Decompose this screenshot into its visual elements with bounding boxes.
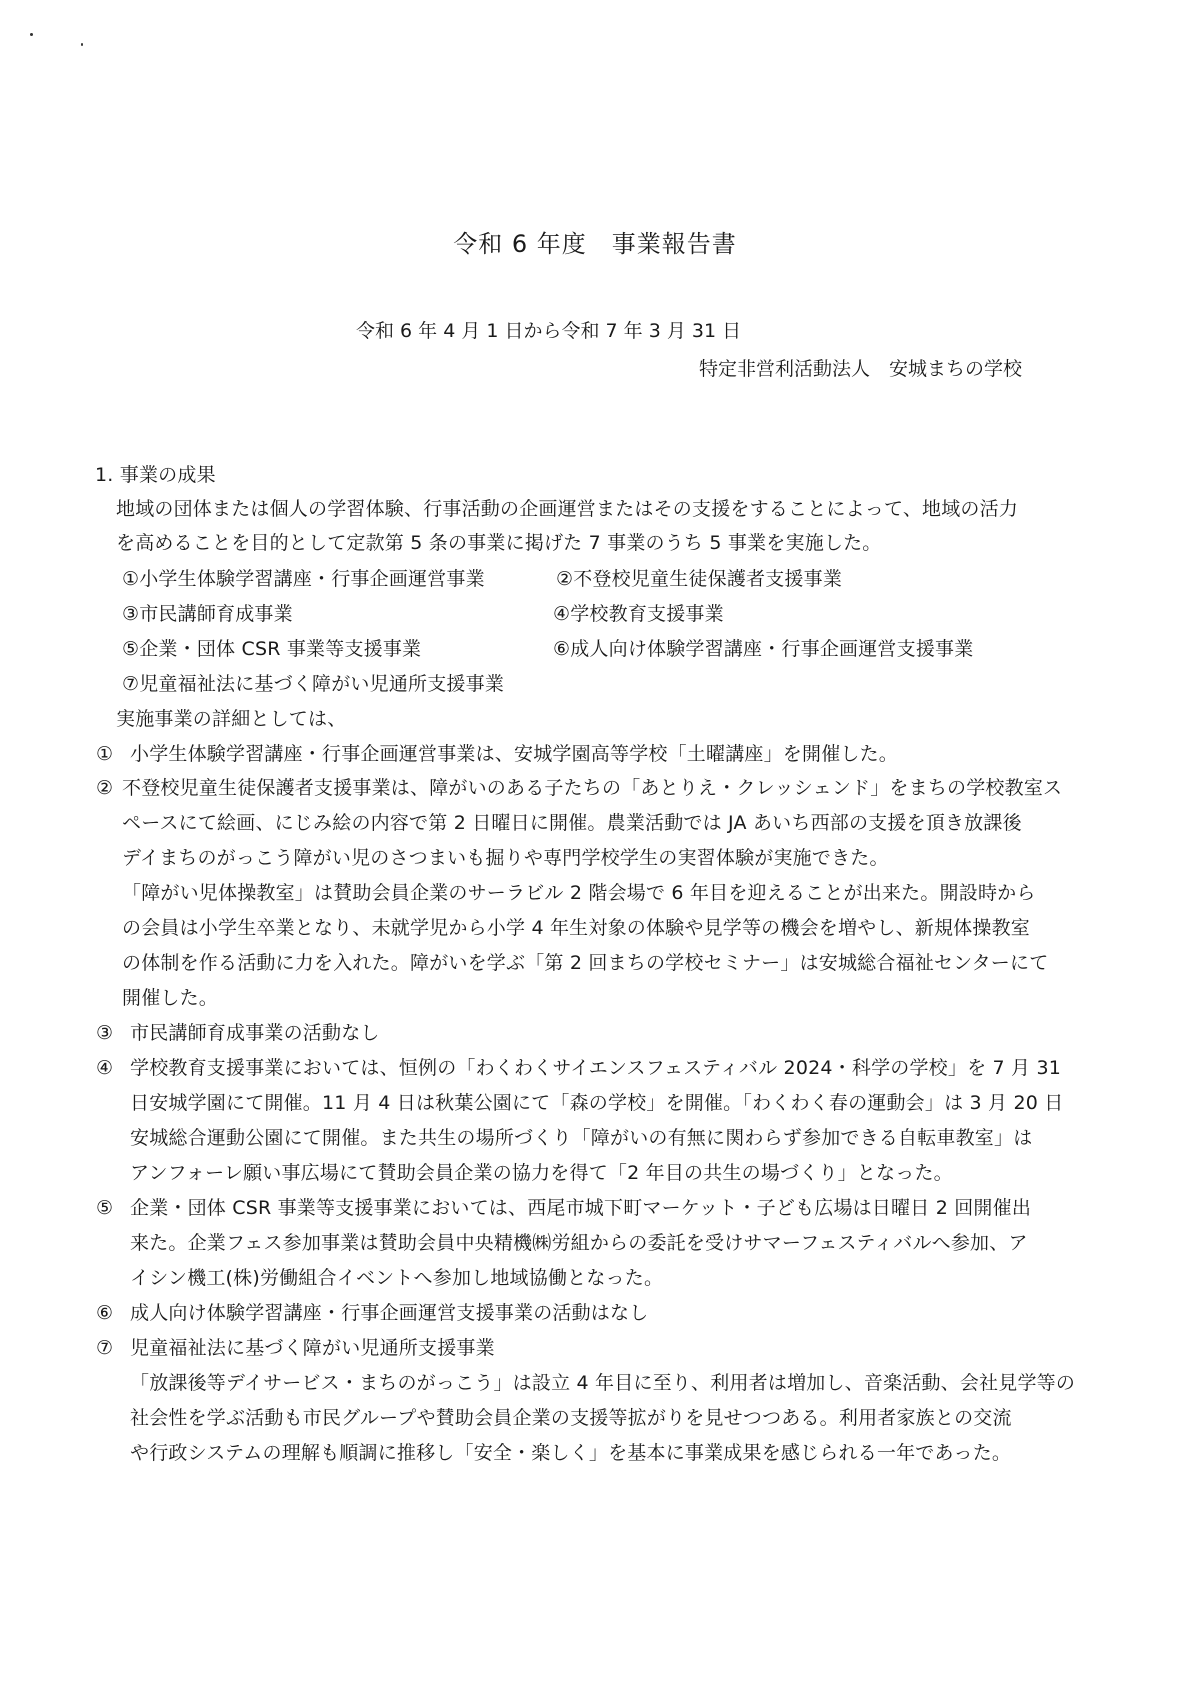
detail-line: 企業・団体 CSR 事業等支援事業においては、西尾市城下町マーケット・子ども広場は日曜日 2 回開催出 (130, 1197, 1032, 1219)
detail-line: 学校教育支援事業においては、恒例の「わくわくサイエンスフェスティバル 2024・科学の学校」を 7 月 31 (130, 1057, 1062, 1079)
detail-line: 安城総合運動公園にて開催。また共生の場所づくり「障がいの有無に関わらず参加できる自転車教室」は (130, 1127, 1033, 1149)
detail-marker: ③ (96, 1022, 114, 1044)
detail-line: 「放課後等デイサービス・まちのがっこう」は設立 4 年目に至り、利用者は増加し、音楽活動、会社見学等の (130, 1372, 1076, 1394)
detail-line: ペースにて絵画、にじみ絵の内容で第 2 日曜日に開催。農業活動では JA あいち西部の支援を頂き放課後 (122, 812, 1022, 834)
program-item: ⑦児童福祉法に基づく障がい児通所支援事業 (122, 673, 505, 695)
detail-line: デイまちのがっこう障がい児のさつまいも掘りや専門学校学生の実習体験が実施できた。 (122, 847, 889, 869)
detail-line: 成人向け体験学習講座・行事企画運営支援事業の活動はなし (130, 1302, 649, 1324)
program-item: ①小学生体験学習講座・行事企画運営事業 (122, 568, 485, 590)
detail-line: 社会性を学ぶ活動も市民グループや賛助会員企業の支援等拡がりを見せつつある。利用者家族との交流 (130, 1407, 1012, 1429)
detail-line: や行政システムの理解も順調に推移し「安全・楽しく」を基本に事業成果を感じられる一年であった。 (130, 1442, 1012, 1464)
detail-line: 開催した。 (122, 987, 219, 1009)
details-intro: 実施事業の詳細としては、 (116, 708, 347, 730)
reporting-period: 令和 6 年 4 月 1 日から令和 7 年 3 月 31 日 (356, 320, 742, 342)
detail-marker: ⑥ (96, 1302, 114, 1324)
intro-line: 地域の団体または個人の学習体験、行事活動の企画運営またはその支援をすることによって、地域の活力 (116, 498, 1019, 520)
scan-speck (30, 33, 33, 36)
document-title: 令和 6 年度 事業報告書 (453, 230, 737, 258)
program-item: ⑤企業・団体 CSR 事業等支援事業 (122, 638, 422, 660)
detail-marker: ④ (96, 1057, 114, 1079)
detail-line: 小学生体験学習講座・行事企画運営事業は、安城学園高等学校「土曜講座」を開催した。 (130, 743, 899, 765)
detail-line: 「障がい児体操教室」は賛助会員企業のサーラビル 2 階会場で 6 年目を迎えることが出来た。開設時から (122, 882, 1036, 904)
detail-marker: ⑤ (96, 1197, 114, 1219)
detail-line: 来た。企業フェス参加事業は賛助会員中央精機㈱労組からの委託を受けサマーフェスティバルへ参加、ア (130, 1232, 1028, 1254)
detail-marker: ① (96, 743, 114, 765)
organization-name: 特定非営利活動法人 安城まちの学校 (698, 358, 1022, 380)
intro-line: を高めることを目的として定款第 5 条の事業に掲げた 7 事業のうち 5 事業を実施した。 (116, 532, 882, 554)
program-item: ③市民講師育成事業 (122, 603, 293, 625)
program-item: ④学校教育支援事業 (553, 603, 724, 625)
detail-line: 児童福祉法に基づく障がい児通所支援事業 (130, 1337, 495, 1359)
detail-line: 不登校児童生徒保護者支援事業は、障がいのある子たちの「あとりえ・クレッシェンド」をまちの学校教室ス (122, 777, 1063, 799)
detail-line: 市民講師育成事業の活動なし (130, 1022, 380, 1044)
detail-line: の会員は小学生卒業となり、未就学児から小学 4 年生対象の体験や見学等の機会を増やし、新規体操教室 (122, 917, 1030, 939)
section-heading: 1. 事業の成果 (95, 464, 216, 486)
program-item: ②不登校児童生徒保護者支援事業 (556, 568, 843, 590)
detail-marker: ⑦ (96, 1337, 114, 1359)
detail-line: の体制を作る活動に力を入れた。障がいを学ぶ「第 2 回まちの学校セミナー」は安城総合福祉センターにて (122, 952, 1049, 974)
detail-marker: ② (96, 777, 114, 799)
scan-speck (81, 43, 83, 46)
detail-line: 日安城学園にて開催。11 月 4 日は秋葉公園にて「森の学校」を開催。「わくわく春の運動会」は 3 月 20 日 (130, 1092, 1064, 1114)
detail-line: イシン機工(株)労働組合イベントへ参加し地域協働となった。 (130, 1267, 664, 1289)
program-item: ⑥成人向け体験学習講座・行事企画運営支援事業 (553, 638, 974, 660)
detail-line: アンフォーレ願い事広場にて賛助会員企業の協力を得て「2 年目の共生の場づくり」となった。 (130, 1162, 953, 1184)
